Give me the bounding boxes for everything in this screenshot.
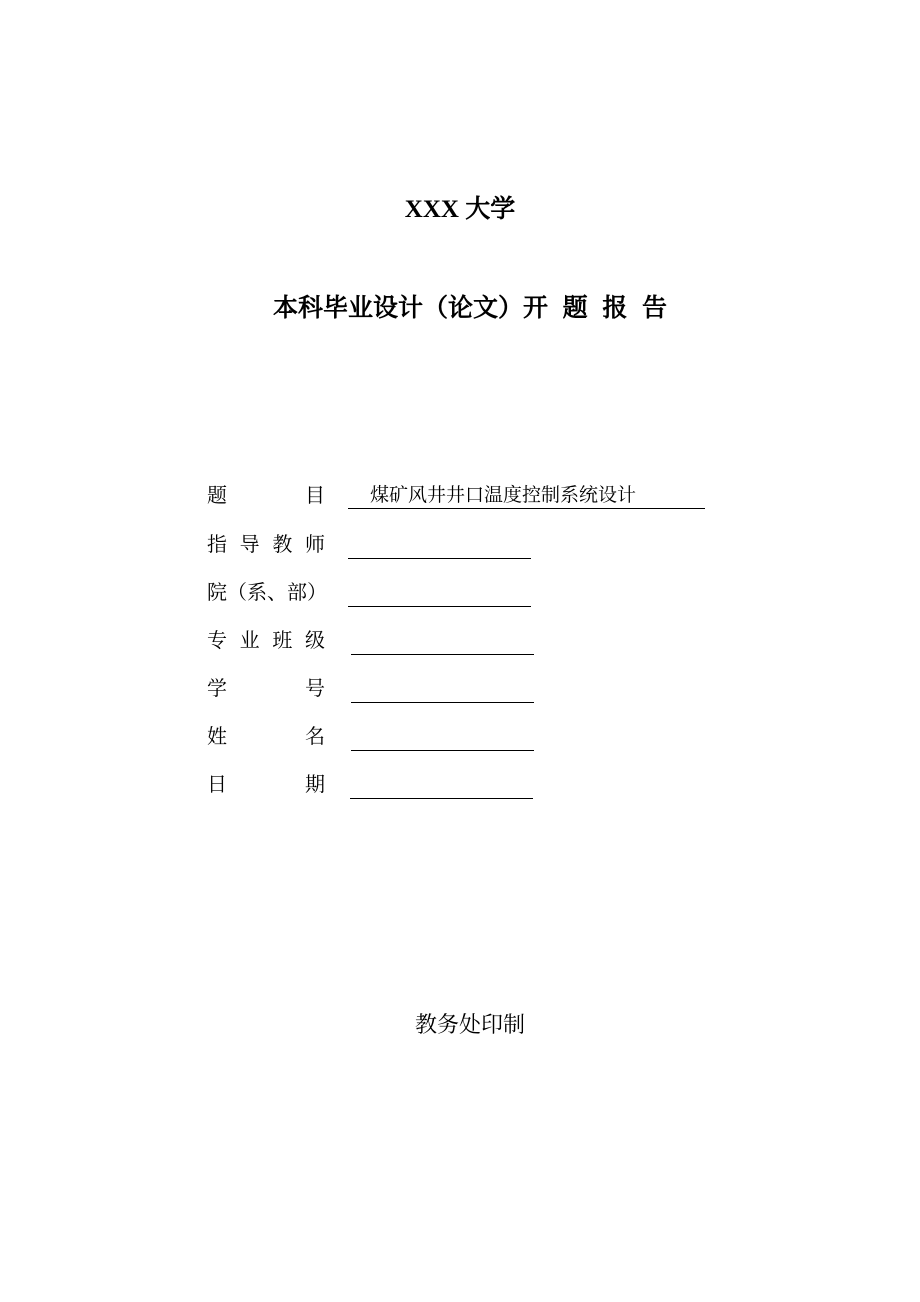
student-id-label: 学号 [207, 676, 325, 700]
form-row-class [207, 623, 727, 657]
form-row-name [207, 719, 727, 753]
topic-field: 煤矿风井井口温度控制系统设计 [348, 482, 705, 509]
name-label: 姓名 [207, 724, 325, 748]
date-field [350, 771, 533, 799]
name-field [351, 723, 534, 751]
university-title: XXX 大学 [404, 196, 516, 223]
form-row-student-id [207, 671, 727, 705]
form-row-topic [207, 478, 727, 512]
student-id-field [351, 675, 534, 703]
department-label: 院（系、部） [207, 580, 327, 604]
advisor-label: 指导教师 [207, 532, 325, 556]
department-field [348, 579, 531, 607]
form-row-department [207, 575, 727, 609]
date-label: 日期 [207, 772, 325, 796]
form-row-date [207, 767, 727, 801]
advisor-field [348, 531, 531, 559]
class-label: 专业班级 [207, 628, 325, 652]
class-field [351, 627, 534, 655]
topic-label: 题目 [207, 483, 325, 507]
report-title: 本科毕业设计（论文）开 题 报 告 [272, 293, 668, 322]
form-row-advisor [207, 527, 727, 561]
issuer-footer: 教务处印制 [414, 1013, 525, 1038]
